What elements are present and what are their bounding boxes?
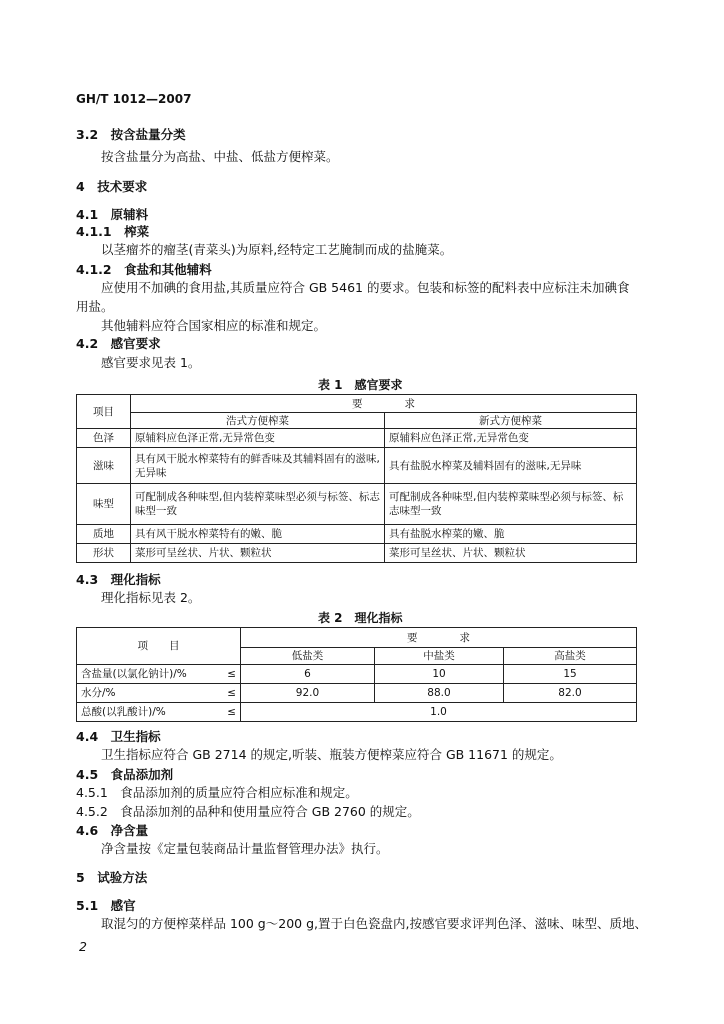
table-cell-item <box>77 665 241 684</box>
table-cell-b: 具有盐脱水榨菜及辅料固有的滋味,无异味 <box>385 448 637 484</box>
section-5-1-text: 取混匀的方便榨菜样品 100 g～200 g,置于白色瓷盘内,按感官要求评判色泽、滋味、味型、质地、 <box>101 916 647 931</box>
table-1-col-requirement: 要 求 <box>131 395 637 413</box>
table-row <box>77 544 637 563</box>
section-3-2-text: 按含盐量分为高盐、中盐、低盐方便榨菜。 <box>101 149 339 164</box>
table-cell-b: 原辅料应色泽正常,无异常色变 <box>385 429 637 448</box>
table-cell-a: 具有风干脱水榨菜特有的嫩、脆 <box>131 525 385 544</box>
le-symbol: ≤ <box>227 668 236 680</box>
le-symbol: ≤ <box>227 687 236 699</box>
table-row <box>77 684 637 703</box>
section-4-2-text: 感官要求见表 1。 <box>101 355 201 370</box>
table-cell-item: 滋味 <box>77 448 131 484</box>
section-4-1-heading: 4.1 原辅料 <box>76 207 149 222</box>
table-cell-low: 6 <box>241 665 375 684</box>
table-1-caption: 表 1 感官要求 <box>318 378 403 392</box>
table-cell-item-label: 总酸(以乳酸计)/% <box>81 706 166 718</box>
table-1-col-a: 浩式方便榨菜 <box>131 413 385 429</box>
table-cell-item: 形状 <box>77 544 131 563</box>
table-cell-b: 具有盐脱水榨菜的嫩、脆 <box>385 525 637 544</box>
section-4-4-heading: 4.4 卫生指标 <box>76 729 161 744</box>
table-row <box>77 703 637 722</box>
table-2 <box>76 627 637 722</box>
table-row <box>77 429 637 448</box>
section-4-5-1-text: 4.5.1 食品添加剂的质量应符合相应标准和规定。 <box>76 785 358 800</box>
table-cell-a: 具有风干脱水榨菜特有的鲜香味及其辅料固有的滋味,无异味 <box>131 448 385 484</box>
table-cell-b: 可配制成各种味型,但内装榨菜味型必须与标签、标志味型一致 <box>385 484 637 525</box>
section-4-5-2-text: 4.5.2 食品添加剂的品种和使用量应符合 GB 2760 的规定。 <box>76 804 420 819</box>
table-row <box>77 525 637 544</box>
section-4-5-heading: 4.5 食品添加剂 <box>76 767 174 782</box>
section-4-1-2-text-line1: 应使用不加碘的食用盐,其质量应符合 GB 5461 的要求。包装和标签的配料表中应标注未加碘食 <box>101 280 630 295</box>
table-cell-a: 原辅料应色泽正常,无异常色变 <box>131 429 385 448</box>
table-1 <box>76 394 637 563</box>
table-2-col-low: 低盐类 <box>241 648 375 665</box>
table-row <box>77 484 637 525</box>
section-5-1-heading: 5.1 感官 <box>76 898 136 913</box>
table-cell-b: 菜形可呈丝状、片状、颗粒状 <box>385 544 637 563</box>
table-2-col-requirement: 要 求 <box>241 628 637 648</box>
table-cell-item: 色泽 <box>77 429 131 448</box>
table-cell-item-label: 水分/% <box>81 687 116 699</box>
section-4-1-2-heading: 4.1.2 食盐和其他辅料 <box>76 262 212 277</box>
table-row <box>77 448 637 484</box>
table-cell-a: 菜形可呈丝状、片状、颗粒状 <box>131 544 385 563</box>
section-4-1-1-heading: 4.1.1 榨菜 <box>76 224 150 239</box>
table-1-col-b: 新式方便榨菜 <box>385 413 637 429</box>
table-2-col-mid: 中盐类 <box>375 648 504 665</box>
section-3-2-heading: 3.2 按含盐量分类 <box>76 127 186 142</box>
table-2-caption: 表 2 理化指标 <box>318 611 403 625</box>
section-4-1-2-text2: 其他辅料应符合国家相应的标准和规定。 <box>101 318 327 333</box>
table-cell-high: 82.0 <box>504 684 637 703</box>
table-cell-item <box>77 684 241 703</box>
table-cell-a: 可配制成各种味型,但内装榨菜味型必须与标签、标志味型一致 <box>131 484 385 525</box>
table-cell-all: 1.0 <box>241 703 637 722</box>
section-4-3-heading: 4.3 理化指标 <box>76 572 161 587</box>
section-4-1-1-text: 以茎瘤芥的瘤茎(青菜头)为原料,经特定工艺腌制而成的盐腌菜。 <box>101 242 453 257</box>
section-5-heading: 5 试验方法 <box>76 870 148 885</box>
section-4-2-heading: 4.2 感官要求 <box>76 336 161 351</box>
page-number: 2 <box>79 939 87 954</box>
document-code: GH/T 1012—2007 <box>76 92 192 106</box>
section-4-1-2-text-line2: 用盐。 <box>76 299 114 314</box>
section-4-3-text: 理化指标见表 2。 <box>101 590 201 605</box>
table-row <box>77 665 637 684</box>
section-4-6-text: 净含量按《定量包装商品计量监督管理办法》执行。 <box>101 841 389 856</box>
table-cell-item: 味型 <box>77 484 131 525</box>
table-cell-high: 15 <box>504 665 637 684</box>
table-cell-item-label: 含盐量(以氯化钠计)/% <box>81 668 187 680</box>
section-4-heading: 4 技术要求 <box>76 179 148 194</box>
section-4-6-heading: 4.6 净含量 <box>76 823 149 838</box>
table-cell-mid: 10 <box>375 665 504 684</box>
table-cell-mid: 88.0 <box>375 684 504 703</box>
table-cell-item <box>77 703 241 722</box>
le-symbol: ≤ <box>227 706 236 718</box>
table-2-col-high: 高盐类 <box>504 648 637 665</box>
table-2-col-item: 项 目 <box>77 628 241 665</box>
table-cell-low: 92.0 <box>241 684 375 703</box>
table-cell-item: 质地 <box>77 525 131 544</box>
section-4-4-text: 卫生指标应符合 GB 2714 的规定,听装、瓶装方便榨菜应符合 GB 11671 的规定。 <box>101 747 562 762</box>
table-1-col-item: 项目 <box>77 395 131 429</box>
